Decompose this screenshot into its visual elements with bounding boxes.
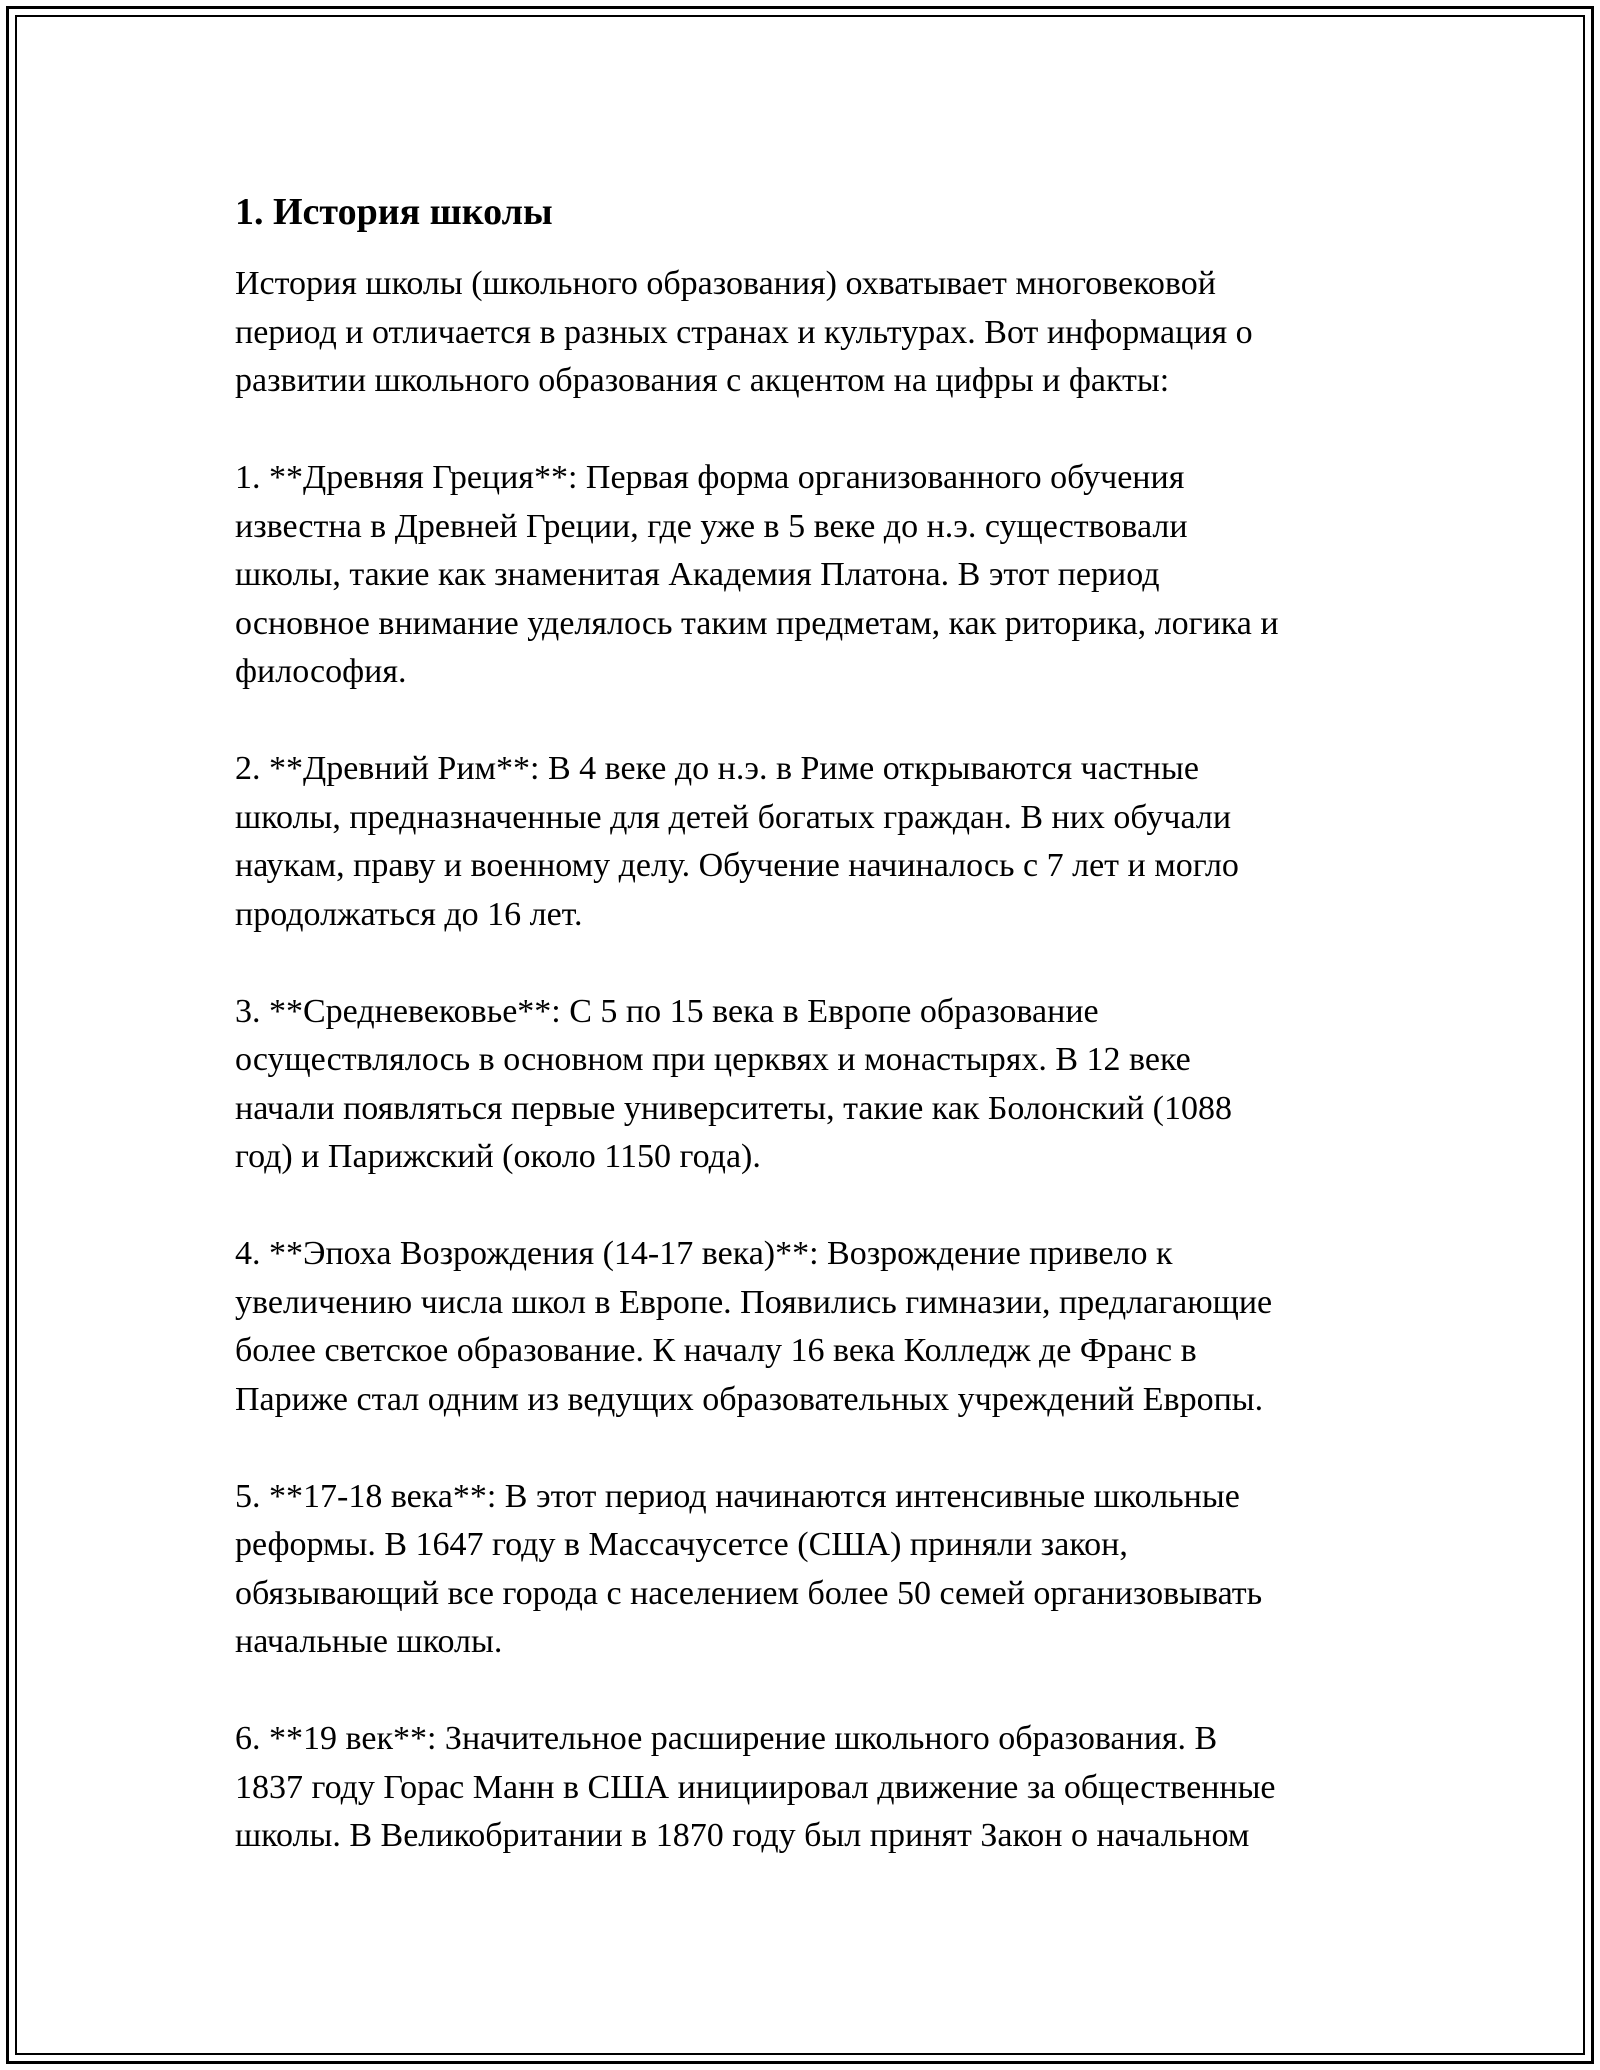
text-line: 5. **17-18 века**: В этот период начинаются интенсивные школьные	[235, 1477, 1240, 1515]
section-heading: 1. История школы	[235, 191, 553, 233]
text-line: реформы. В 1647 году в Массачусетсе (США) приняли закон,	[235, 1526, 1128, 1563]
text-line: продолжаться до 16 лет.	[235, 895, 583, 933]
text-line: 6. **19 век**: Значительное расширение школьного образования. В	[235, 1720, 1218, 1757]
text-line: 1. **Древняя Греция**: Первая форма организованного обучения	[235, 459, 1185, 496]
text-line: начали появляться первые университеты, такие как Болонский (1088	[235, 1089, 1232, 1127]
list-item-ancient-rome	[235, 745, 1375, 939]
text-line: известна в Древней Греции, где уже в 5 веке до н.э. существовали	[235, 507, 1188, 545]
text-line: период и отличается в разных странах и культурах. Вот информация о	[235, 313, 1253, 351]
list-item-ancient-greece	[235, 454, 1375, 697]
text-line: развитии школьного образования с акцентом на цифры и факты:	[235, 362, 1170, 399]
text-line: 3. **Средневековье**: С 5 по 15 века в Европе образование	[235, 992, 1099, 1030]
text-line: год) и Парижский (около 1150 года).	[235, 1138, 761, 1175]
list-item-17-18-centuries	[235, 1473, 1375, 1667]
text-line: 4. **Эпоха Возрождения (14-17 века)**: Возрождение привело к	[235, 1235, 1173, 1272]
intro-paragraph	[235, 260, 1375, 406]
text-line: 1837 году Горас Манн в США инициировал движение за общественные	[235, 1768, 1276, 1806]
text-line: школы, предназначенные для детей богатых граждан. В них обучали	[235, 798, 1232, 836]
text-line: школы, такие как знаменитая Академия Платона. В этот период	[235, 556, 1160, 593]
text-line: Париже стал одним из ведущих образовательных учреждений Европы.	[235, 1380, 1264, 1418]
list-item-19-century	[235, 1715, 1375, 1861]
text-line: обязывающий все города с населением более 50 семей организовывать	[235, 1574, 1263, 1612]
text-line: осуществлялось в основном при церквях и монастырях. В 12 веке	[235, 1041, 1191, 1078]
text-line: школы. В Великобритании в 1870 году был принят Закон о начальном	[235, 1817, 1250, 1854]
text-line: более светское образование. К началу 16 века Колледж де Франс в	[235, 1332, 1197, 1369]
text-line: наукам, праву и военному делу. Обучение начиналось с 7 лет и могло	[235, 847, 1239, 884]
text-line: 2. **Древний Рим**: В 4 веке до н.э. в Риме открываются частные	[235, 750, 1199, 787]
text-line: философия.	[235, 653, 407, 690]
text-line: История школы (школьного образования) охватывает многовековой	[235, 265, 1216, 302]
list-item-renaissance	[235, 1230, 1375, 1424]
text-line: основное внимание уделялось таким предметам, как риторика, логика и	[235, 604, 1279, 642]
list-item-middle-ages	[235, 988, 1375, 1182]
document-body	[235, 188, 1375, 1909]
text-line: начальные школы.	[235, 1623, 503, 1660]
text-line: увеличению числа школ в Европе. Появились гимназии, предлагающие	[235, 1283, 1273, 1321]
